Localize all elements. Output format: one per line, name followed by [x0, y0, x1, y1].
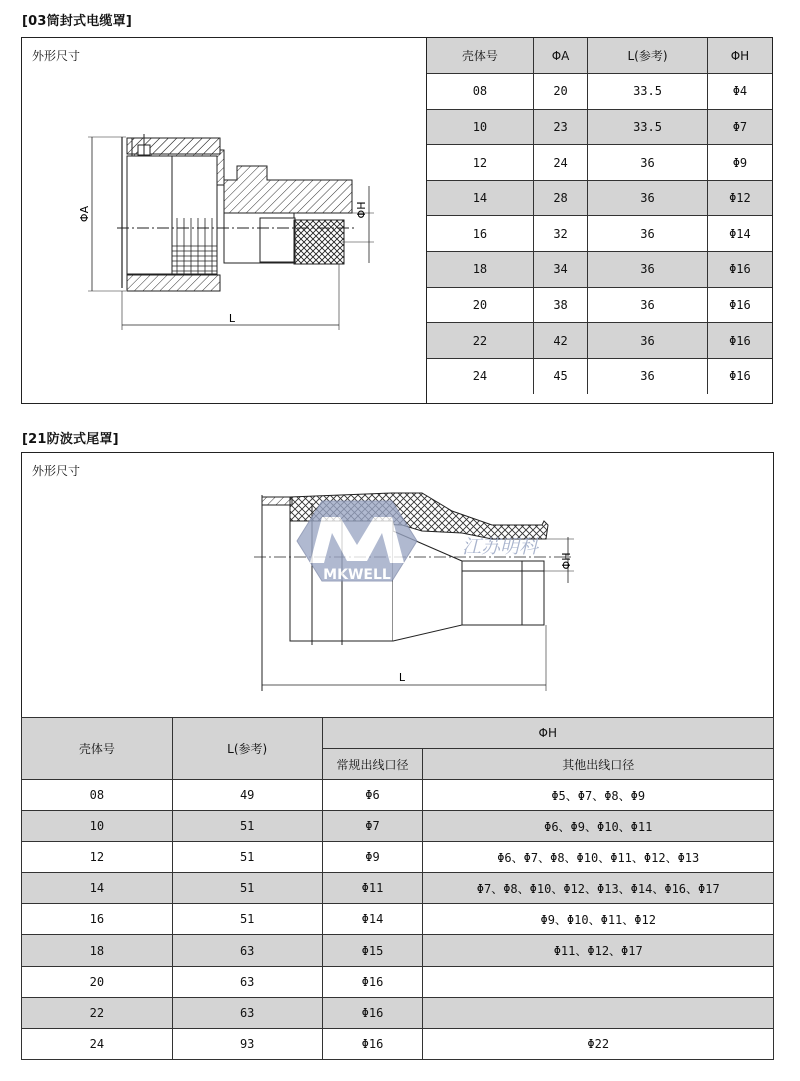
cell-other [423, 997, 774, 1028]
header-L: L(参考) [588, 38, 708, 74]
cell-L: 36 [588, 358, 708, 394]
cell-shell: 16 [427, 216, 533, 252]
table-row [427, 358, 772, 394]
cell-L: 51 [172, 811, 322, 842]
cell-phiA: 34 [533, 252, 587, 288]
table-row [427, 145, 772, 181]
section-title-03: [03筒封式电缆罩] [22, 14, 132, 29]
cell-regular: Φ11 [322, 873, 423, 904]
cell-L: 33.5 [588, 74, 708, 110]
cell-other: Φ7、Φ8、Φ10、Φ12、Φ13、Φ14、Φ16、Φ17 [423, 873, 774, 904]
table-row [427, 216, 772, 252]
section-21-drawing-frame [21, 452, 774, 718]
cell-L: 36 [588, 145, 708, 181]
cell-shell: 12 [22, 842, 173, 873]
cell-shell: 12 [427, 145, 533, 181]
table-row [427, 252, 772, 288]
table-row [22, 997, 774, 1028]
mkwell-logo-watermark [297, 501, 417, 583]
cell-phiH: Φ16 [707, 252, 772, 288]
cell-L: 33.5 [588, 109, 708, 145]
table-row [22, 904, 774, 935]
cell-L: 63 [172, 997, 322, 1028]
cell-L: 36 [588, 287, 708, 323]
table-row [427, 109, 772, 145]
cable-cover-drawing [22, 38, 426, 403]
header-shell: 壳体号 [427, 38, 533, 74]
cell-phiH: Φ4 [707, 74, 772, 110]
cell-shell: 14 [427, 180, 533, 216]
phiH-dim-label-2: ΦH [560, 552, 573, 570]
cell-phiH: Φ7 [707, 109, 772, 145]
cell-L: 93 [172, 1028, 322, 1059]
cell-shell: 14 [22, 873, 173, 904]
cell-phiH: Φ14 [707, 216, 772, 252]
section-title-21: [21防波式尾罩] [22, 432, 119, 447]
table-row [427, 323, 772, 359]
section-21-table [21, 717, 774, 1060]
logo-text: MKWELL [323, 567, 391, 583]
shield-cover-drawing [22, 453, 773, 717]
cell-shell: 20 [427, 287, 533, 323]
cell-shell: 22 [22, 997, 173, 1028]
header-phiH: ΦH [322, 718, 773, 749]
cell-L: 49 [172, 780, 322, 811]
L-dim-label: L [228, 312, 236, 325]
cell-phiA: 23 [533, 109, 587, 145]
cell-shell: 24 [427, 358, 533, 394]
cell-phiA: 20 [533, 74, 587, 110]
cell-L: 51 [172, 842, 322, 873]
cell-phiH: Φ9 [707, 145, 772, 181]
table-row [22, 966, 774, 997]
table-header-row [427, 38, 772, 74]
cell-L: 63 [172, 966, 322, 997]
cell-L: 36 [588, 216, 708, 252]
table-row [427, 180, 772, 216]
header-other: 其他出线口径 [423, 749, 774, 780]
table-row [427, 74, 772, 110]
section-03-table [427, 38, 772, 394]
cell-other: Φ5、Φ7、Φ8、Φ9 [423, 780, 774, 811]
cell-phiH: Φ16 [707, 323, 772, 359]
cell-phiA: 38 [533, 287, 587, 323]
cell-shell: 18 [427, 252, 533, 288]
cell-shell: 24 [22, 1028, 173, 1059]
cell-shell: 16 [22, 904, 173, 935]
cell-phiA: 24 [533, 145, 587, 181]
cell-shell: 08 [427, 74, 533, 110]
drawing-label: 外形尺寸 [32, 464, 81, 478]
cell-phiH: Φ16 [707, 358, 772, 394]
cell-other: Φ22 [423, 1028, 774, 1059]
header-phiA: ΦA [533, 38, 587, 74]
phiA-dim-label: ΦA [78, 205, 91, 223]
cell-L: 36 [588, 323, 708, 359]
cell-regular: Φ9 [322, 842, 423, 873]
cell-shell: 10 [427, 109, 533, 145]
cell-L: 36 [588, 180, 708, 216]
table-row [22, 842, 774, 873]
cell-regular: Φ16 [322, 966, 423, 997]
cell-shell: 22 [427, 323, 533, 359]
cell-shell: 18 [22, 935, 173, 966]
table-row [22, 935, 774, 966]
cell-L: 51 [172, 904, 322, 935]
cell-other: Φ6、Φ9、Φ10、Φ11 [423, 811, 774, 842]
table-row [22, 780, 774, 811]
cell-regular: Φ16 [322, 1028, 423, 1059]
cell-phiH: Φ12 [707, 180, 772, 216]
cell-shell: 10 [22, 811, 173, 842]
header-L: L(参考) [172, 718, 322, 780]
section-03-drawing [22, 38, 427, 403]
cell-shell: 20 [22, 966, 173, 997]
section-03-frame [21, 37, 773, 404]
drawing-label: 外形尺寸 [32, 49, 81, 63]
cell-L: 63 [172, 935, 322, 966]
header-shell: 壳体号 [22, 718, 173, 780]
cell-regular: Φ6 [322, 780, 423, 811]
cell-phiA: 32 [533, 216, 587, 252]
watermark-chinese-text: 江苏明科 [461, 536, 539, 558]
phiH-dim-label: ΦH [355, 201, 368, 219]
table-row [427, 287, 772, 323]
header-phiH: ΦH [707, 38, 772, 74]
table-row [22, 811, 774, 842]
header-regular: 常规出线口径 [322, 749, 423, 780]
cell-other: Φ6、Φ7、Φ8、Φ10、Φ11、Φ12、Φ13 [423, 842, 774, 873]
cell-phiA: 28 [533, 180, 587, 216]
cell-other [423, 966, 774, 997]
cell-L: 36 [588, 252, 708, 288]
cell-regular: Φ7 [322, 811, 423, 842]
cell-phiH: Φ16 [707, 287, 772, 323]
table-row [22, 1028, 774, 1059]
cell-L: 51 [172, 873, 322, 904]
cell-phiA: 42 [533, 323, 587, 359]
cell-other: Φ9、Φ10、Φ11、Φ12 [423, 904, 774, 935]
table-header-row-1 [22, 718, 774, 749]
cell-other: Φ11、Φ12、Φ17 [423, 935, 774, 966]
cell-regular: Φ15 [322, 935, 423, 966]
cell-shell: 08 [22, 780, 173, 811]
cell-regular: Φ14 [322, 904, 423, 935]
cell-phiA: 45 [533, 358, 587, 394]
table-row [22, 873, 774, 904]
cell-regular: Φ16 [322, 997, 423, 1028]
L-dim-label-2: L [398, 671, 406, 684]
